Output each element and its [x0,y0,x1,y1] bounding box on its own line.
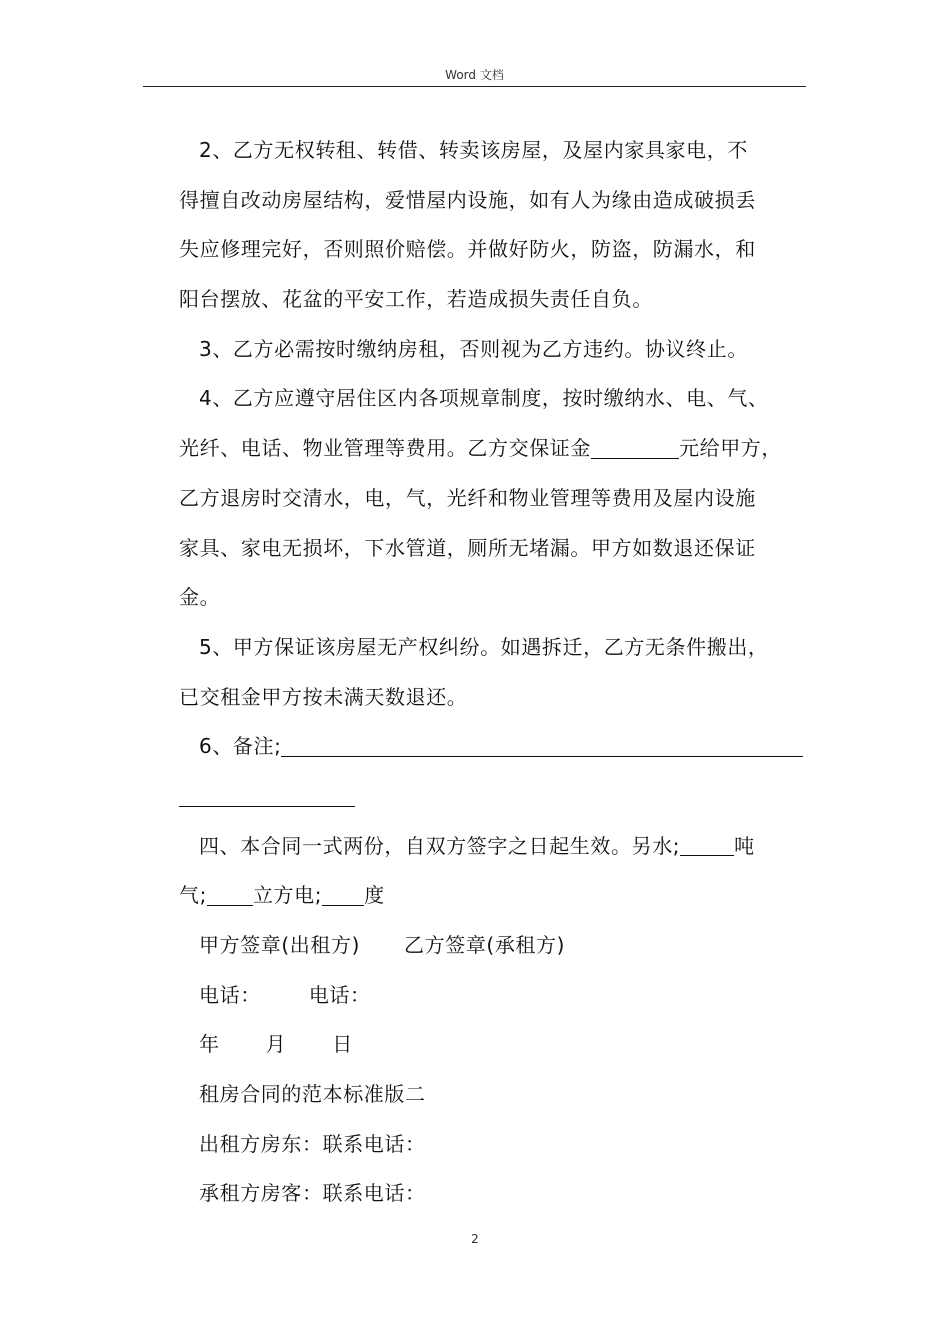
clause-4-deposit-suffix: 元给甲方， [679,436,782,461]
date-day: 日 [332,1032,353,1057]
gas-label: 气; [179,883,207,908]
clause-5-line-1: 5、甲方保证该房屋无产权纠纷。如遇拆迁，乙方无条件搬出， [199,634,769,659]
clause-2-line-1: 2、乙方无权转租、转借、转卖该房屋，及屋内家具家电，不 [199,138,748,162]
remarks-blank-continued[interactable] [179,785,355,807]
electric-label: 立方电; [252,883,323,908]
clause-2-line-4: 阳台摆放、花盆的平安工作，若造成损失责任自负。 [179,287,653,312]
party-b-signature: 乙方签章(承租方) [404,933,566,957]
water-reading-blank[interactable] [680,834,734,856]
remarks-label: 6、备注; [199,734,282,759]
party-a-signature: 甲方签章(出租方) [199,933,361,957]
gas-reading-blank[interactable] [207,884,253,906]
clause-4-line-4: 家具、家电无损坏，下水管道，厕所无堵漏。甲方如数退还保证 [179,535,756,560]
phone-line [179,971,806,1021]
document-header: Word 文档 [445,68,504,82]
remarks-continuation-line [179,772,806,822]
date-month: 月 [265,1032,287,1057]
clause-3-line-1: 3、乙方必需按时缴纳房租，否则视为乙方违约。协议终止。 [199,336,748,361]
clause-4-line-5: 金。 [179,585,221,610]
clause-4-line-2 [179,424,806,474]
header-divider [143,86,806,87]
electric-unit: 度 [364,883,385,908]
date-year: 年 [199,1032,220,1057]
remarks-blank[interactable] [281,735,803,757]
document-body [179,126,806,1219]
clause-four-line-1 [179,822,806,872]
clause-4-deposit-text: 光纤、电话、物业管理等费用。乙方交保证金 [179,436,591,461]
clause-6-line [179,722,806,772]
clause-four-line-2 [179,871,806,921]
clause-5-line-2: 已交租金甲方按未满天数退还。 [179,684,468,709]
clause-2-line-2: 得擅自改动房屋结构，爱惜屋内设施，如有人为缘由造成破损丢 [179,187,756,212]
clause-4-line-1: 4、乙方应遵守居住区内各项规章制度，按时缴纳水、电、气、 [199,386,769,411]
party-b-phone: 电话： [308,982,371,1007]
section-heading-2: 租房合同的范本标准版二 [199,1082,426,1107]
lessor-line: 出租方房东：联系电话： [199,1131,426,1156]
clause-four-text: 四、本合同一式两份，自双方签字之日起生效。另水; [199,833,681,858]
deposit-amount-blank[interactable] [591,437,679,459]
page-number: 2 [471,1232,479,1246]
clause-4-line-3: 乙方退房时交清水，电，气，光纤和物业管理等费用及屋内设施 [179,485,756,510]
lessee-line: 承租方房客：联系电话： [199,1181,426,1206]
signature-line [179,921,806,971]
clause-2-line-3: 失应修理完好，否则照价赔偿。并做好防火，防盗，防漏水，和 [179,237,756,262]
party-a-phone: 电话： [199,982,261,1007]
electric-reading-blank[interactable] [322,884,364,906]
water-unit: 吨 [734,833,755,858]
date-line [179,1020,806,1070]
